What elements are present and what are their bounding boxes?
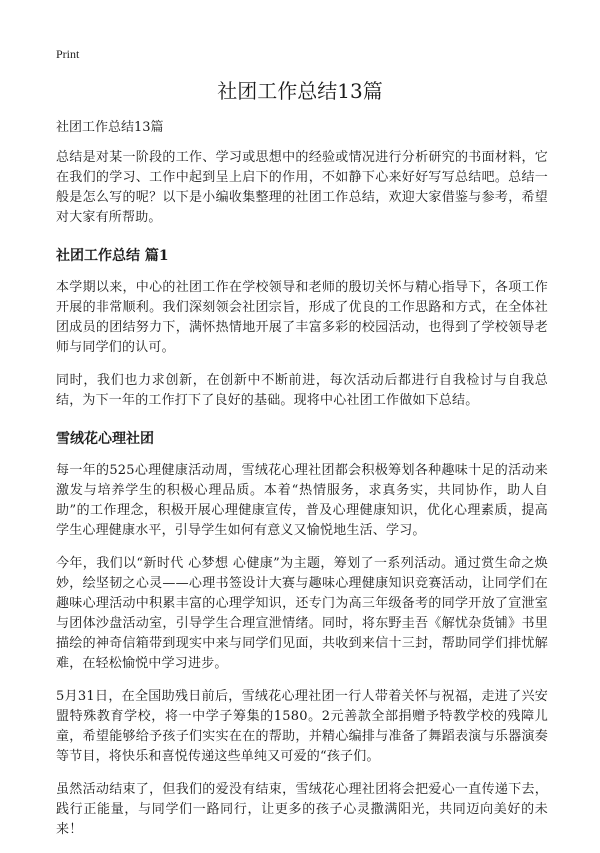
print-link[interactable]: Print (56, 47, 80, 61)
intro-paragraph: 总结是对某一阶段的工作、学习或思想中的经验或情况进行分析研究的书面材料，它在我们的学习、工作中起到呈上启下的作用，不如静下心来好好写写总结吧。总结一般是怎么写的呢？以下是小编收集整理的社团工作总结，欢迎大家借鉴与参考，希望对大家有所帮助。 (56, 150, 548, 225)
section2-paragraph-1: 每一年的525心理健康活动周，雪绒花心理社团都会积极筹划各种趣味十足的活动来激发与培养学生的积极心理品质。本着“热情服务，求真务实，共同协作，助人自助”的工作理念，积极开展心理健康宣传，普及心理健康知识，优化心理素质，提高学生心理健康水平，引导学生如何有意义又愉悦地生活、学习。 (56, 463, 548, 538)
page-title: 社团工作总结13篇 (217, 79, 383, 103)
section1-paragraph-2: 同时，我们也力求创新，在创新中不断前进，每次活动后都进行自我检讨与自我总结，为下一年的工作打下了良好的基础。现将中心社团工作做如下总结。 (56, 373, 548, 408)
section2-paragraph-4: 虽然活动结束了，但我们的爱没有结束，雪绒花心理社团将会把爱心一直传递下去，践行正能量，与同学们一路同行，让更多的孩子心灵撒满阳光，共同迈向美好的未来！ (56, 782, 548, 837)
article-body (56, 118, 548, 853)
section2-paragraph-2: 今年，我们以“新时代 心梦想 心健康”为主题，筹划了一系列活动。通过赏生命之焕妙，绘坚韧之心灵——心理书签设计大赛与趣味心理健康知识竞赛活动，让同学们在趣味心理活动中积累丰富的心理学知识，还专门为高三年级备考的同学开放了宣泄室与团体沙盘活动室，引导学生合理宣泄情绪。同时，将东野圭吾《解忧杂货铺》书里描绘的神奇信箱带到现实中来与同学们见面，共收到来信十三封，帮助同学们排忧解难，在轻松愉悦中学习进步。 (56, 556, 548, 671)
section-heading-1: 社团工作总结 篇1 (56, 248, 169, 264)
section2-paragraph-3: 5月31日，在全国助残日前后，雪绒花心理社团一行人带着关怀与祝福，走进了兴安盟特殊教育学校，将一中学子筹集的1580。2元善款全部捐赠予特教学校的残障儿童，希望能够给予孩子们实实在在的帮助，并精心编排与准备了舞蹈表演与乐器演奏等节目，将快乐和喜悦传递这些单纯又可爱的“孩子们。 (56, 689, 548, 764)
section-heading-2: 雪绒花心理社团 (56, 431, 154, 447)
section1-paragraph-1: 本学期以来，中心的社团工作在学校领导和老师的殷切关怀与精心指导下，各项工作开展的非常顺利。我们深刻领会社团宗旨，形成了优良的工作思路和方式，在全体社团成员的团结努力下，满怀热情地开展了丰富多彩的校园活动，也得到了学校领导老师与同学们的认可。 (56, 280, 548, 355)
article-subtitle: 社团工作总结13篇 (56, 120, 164, 135)
